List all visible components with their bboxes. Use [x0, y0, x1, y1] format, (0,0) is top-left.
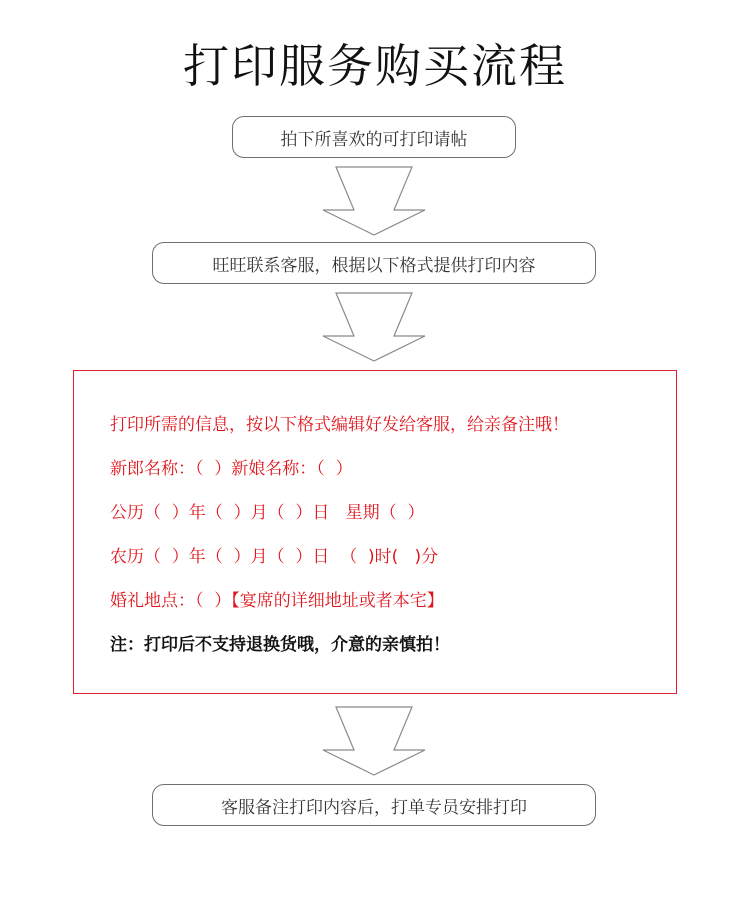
down-arrow-icon	[322, 166, 426, 236]
info-template-box	[73, 370, 677, 694]
step-label: 客服备注打印内容后，打单专员安排打印	[221, 797, 527, 818]
step-label: 旺旺联系客服，根据以下格式提供打印内容	[212, 255, 536, 276]
step-select-invitation	[232, 116, 516, 158]
down-arrow-icon	[322, 706, 426, 776]
info-solar-date: 公历（ ）年（ ）月（ ）日 星期（ ）	[110, 503, 425, 523]
page-title: 打印服务购买流程	[183, 39, 567, 93]
step-contact-service	[152, 242, 596, 284]
info-venue: 婚礼地点：（ ）【宴席的详细地址或者本宅】	[110, 591, 444, 611]
info-note: 注：打印后不支持退换货哦，介意的亲慎拍！	[110, 635, 450, 655]
step-label: 拍下所喜欢的可打印请帖	[280, 129, 468, 150]
info-lunar-date: 农历（ ）年（ ）月（ ）日 （ )时( )分	[110, 547, 439, 567]
down-arrow-icon	[322, 292, 426, 362]
info-instruction: 打印所需的信息，按以下格式编辑好发给客服，给亲备注哦！	[110, 415, 569, 435]
info-names: 新郎名称：（ ）新娘名称：（ ）	[110, 459, 353, 479]
step-arrange-printing	[152, 784, 596, 826]
